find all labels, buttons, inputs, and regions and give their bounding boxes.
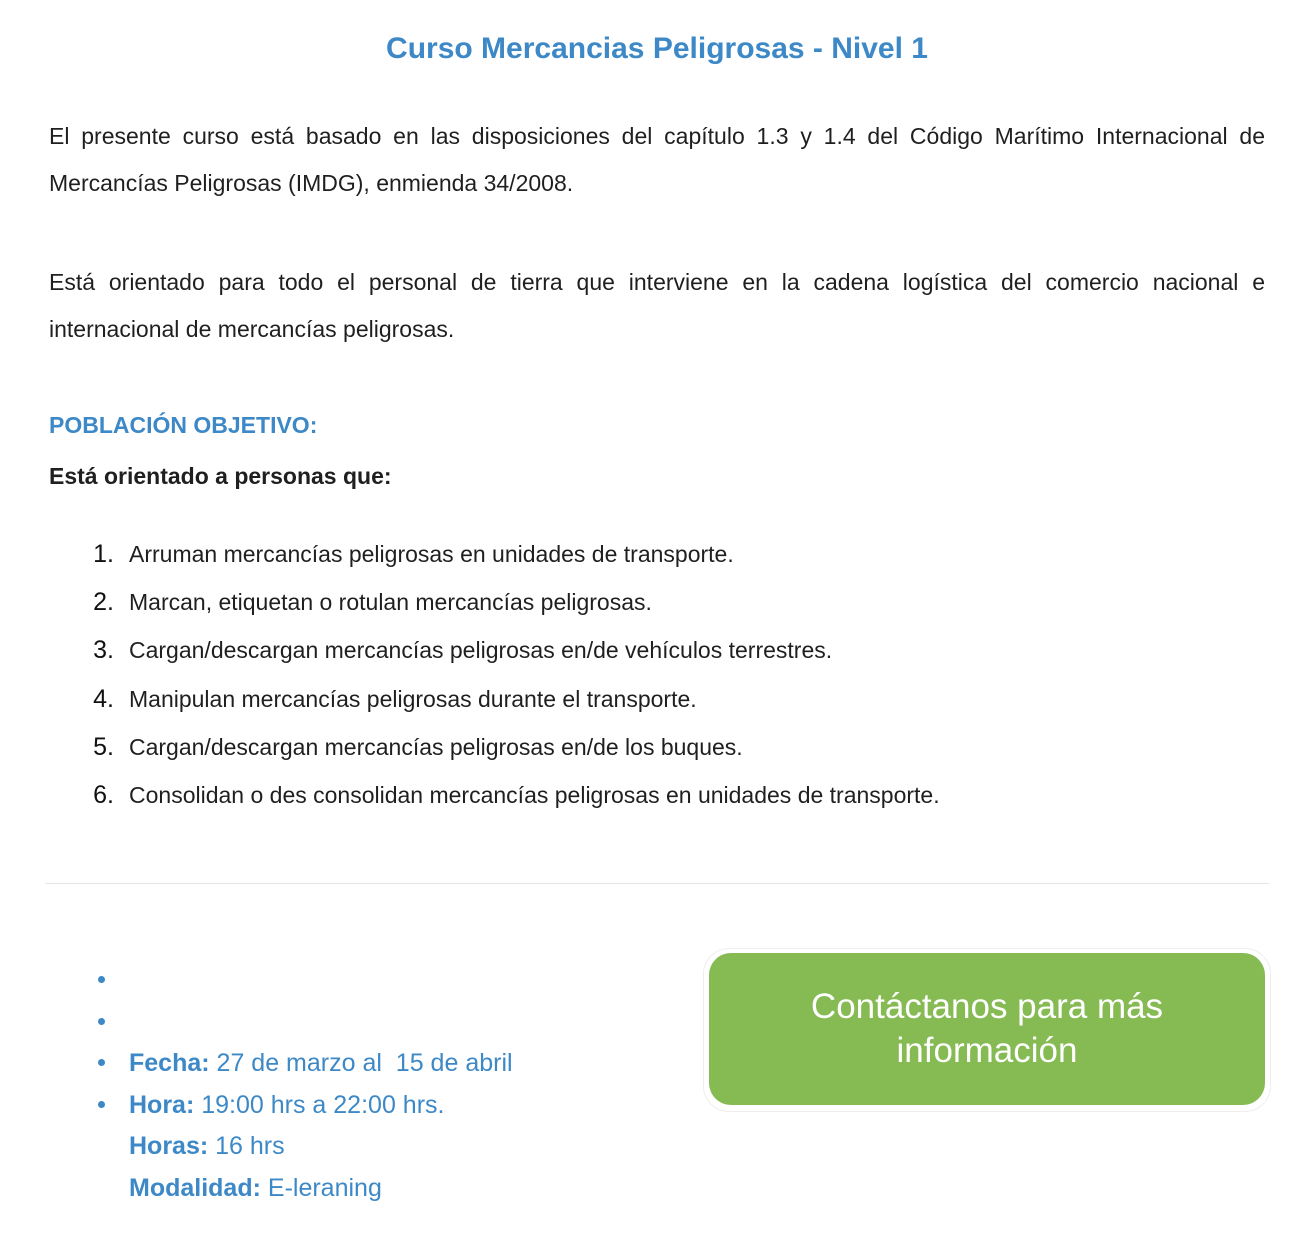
list-item-text: Consolidan o des consolidan mercancías peligrosas en unidades de transporte. xyxy=(129,781,940,808)
list-item-number: 4. xyxy=(93,684,114,713)
page-title: Curso Mercancias Peligrosas - Nivel 1 xyxy=(386,32,928,65)
contact-button[interactable] xyxy=(709,953,1265,1105)
list-item-text: Cargan/descargan mercancías peligrosas en/de los buques. xyxy=(129,733,743,760)
poblacion-heading: POBLACIÓN OBJETIVO: xyxy=(49,412,318,438)
contact-button-label: Contáctanos para más información xyxy=(810,987,1164,1070)
list-item-text: Manipulan mercancías peligrosas durante el transporte. xyxy=(129,685,697,712)
list-item-number: 2. xyxy=(93,588,114,617)
list-item-number: 3. xyxy=(93,636,114,665)
poblacion-subheading: Está orientado a personas que: xyxy=(49,463,392,489)
section-divider xyxy=(45,883,1269,884)
list-item-number: 6. xyxy=(93,780,114,809)
list-item-number: 1. xyxy=(93,540,114,568)
detail-fecha xyxy=(0,958,513,1077)
list-item-text: Marcan, etiquetan o rotulan mercancías peligrosas. xyxy=(129,589,652,616)
intro-paragraph-1: El presente curso está basado en las disposiciones del capítulo 1.3 y 1.4 del Código Marítimo Internacional de Mercancías Peligrosas (IMDG), enmienda 34/2008. xyxy=(49,123,1265,196)
detail-value: 27 de marzo al 15 de abril xyxy=(216,1049,513,1077)
detail-label: Modalidad: xyxy=(129,1173,261,1202)
detail-label: Hora: xyxy=(129,1090,195,1119)
detail-value: 16 hrs xyxy=(215,1132,285,1160)
list-item-text: Cargan/descargan mercancías peligrosas en/de vehículos terrestres. xyxy=(129,637,833,664)
detail-value: 19:00 hrs a 22:00 hrs. xyxy=(201,1090,445,1119)
detail-label: Fecha: xyxy=(129,1049,210,1077)
bullet-icon xyxy=(98,1101,105,1108)
detail-label: Horas: xyxy=(129,1132,209,1160)
bullet-icon xyxy=(98,1059,105,1066)
list-item-text: Arruman mercancías peligrosas en unidades de transporte. xyxy=(129,541,734,567)
bullet-icon xyxy=(98,976,105,983)
intro-paragraph-2: Está orientado para todo el personal de tierra que interviene en la cadena logística del comercio nacional e internacional de mercancías peligrosas. xyxy=(49,269,1265,342)
bullet-icon xyxy=(98,1018,105,1025)
course-details-list xyxy=(0,958,513,1202)
detail-value: E-leraning xyxy=(267,1173,382,1202)
list-item-number: 5. xyxy=(93,732,114,761)
contact-button-frame xyxy=(703,948,1271,1112)
